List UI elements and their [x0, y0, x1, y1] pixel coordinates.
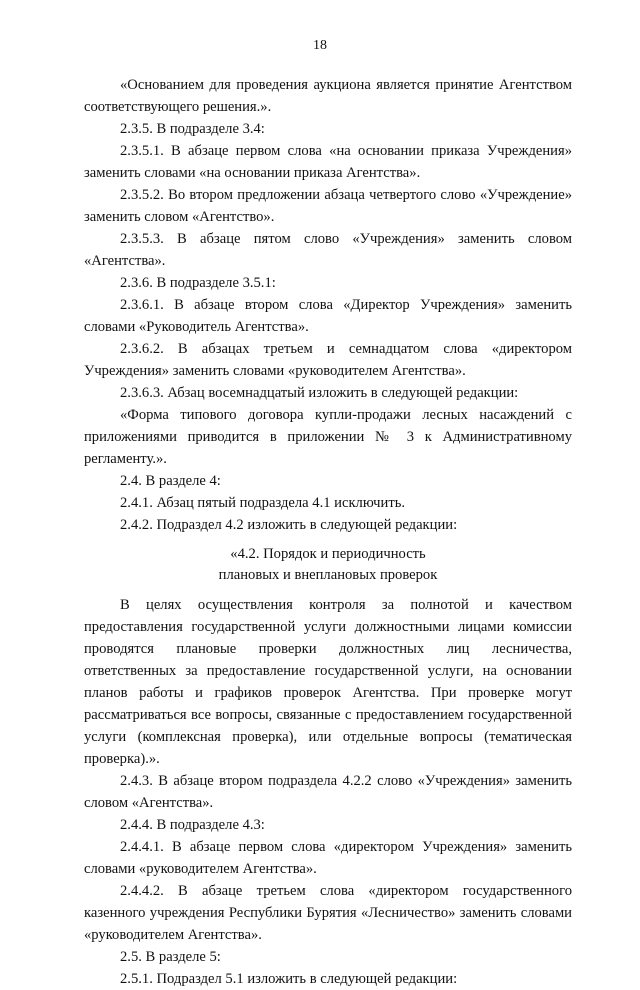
paragraph: «Форма типового договора купли-продажи лесных насаждений с приложениями приводится в приложении № 3 к Административному регламенту.».: [84, 407, 572, 467]
paragraph: 2.4. В разделе 4:: [120, 473, 221, 489]
paragraph: 2.4.3. В абзаце втором подраздела 4.2.2 слово «Учреждения» заменить словом «Агентства».: [84, 773, 572, 811]
paragraph: В целях осуществления контроля за полнотой и качеством предоставления государственной услуги должностными лицами комиссии проводятся плановые проверки должностных лиц лесничества, ответственных за предоставление государственной услуги, на основании планов работы и графиков проверок Агентства. При проверке могут рассматриваться все вопросы, связанные с предоставлением государственной услуги (комплексная проверка), или отдельные вопросы (тематическая проверка).».: [84, 597, 572, 767]
paragraph: 2.3.6. В подразделе 3.5.1:: [120, 275, 276, 291]
paragraph: 2.5. В разделе 5:: [120, 949, 221, 965]
paragraph: 2.3.5.3. В абзаце пятом слово «Учреждения» заменить словом «Агентства».: [84, 231, 572, 269]
document-body: [84, 74, 572, 990]
section-heading: [84, 544, 572, 586]
section-heading-line: плановых и внеплановых проверок: [218, 567, 438, 583]
paragraph: 2.3.5.1. В абзаце первом слова «на основании приказа Учреждения» заменить словами «на основании приказа Агентства».: [84, 143, 572, 181]
page-number: 18: [313, 38, 327, 53]
paragraph: 2.3.5. В подразделе 3.4:: [120, 121, 265, 137]
paragraph: 2.4.4. В подразделе 4.3:: [120, 817, 265, 833]
paragraph: 2.4.4.2. В абзаце третьем слова «директором государственного казенного учреждения Республики Бурятия «Лесничество» заменить словами «руководителем Агентства».: [84, 883, 572, 943]
paragraph: 2.3.6.2. В абзацах третьем и семнадцатом слова «директором Учреждения» заменить словами «руководителем Агентства».: [84, 341, 572, 379]
paragraph: 2.3.5.2. Во втором предложении абзаца четвертого слово «Учреждение» заменить словом «Агентство».: [84, 187, 572, 225]
paragraph: 2.5.1. Подраздел 5.1 изложить в следующей редакции:: [120, 971, 458, 987]
paragraph: 2.3.6.3. Абзац восемнадцатый изложить в следующей редакции:: [120, 385, 519, 401]
paragraph: 2.3.6.1. В абзаце втором слова «Директор Учреждения» заменить словами «Руководитель Агентства».: [84, 297, 572, 335]
paragraph: 2.4.2. Подраздел 4.2 изложить в следующей редакции:: [120, 517, 458, 533]
paragraph: «Основанием для проведения аукциона является принятие Агентством соответствующего решения.».: [84, 77, 572, 115]
paragraph: 2.4.1. Абзац пятый подраздела 4.1 исключить.: [120, 495, 405, 511]
paragraph: 2.4.4.1. В абзаце первом слова «директором Учреждения» заменить словами «руководителем Агентства».: [84, 839, 572, 877]
section-heading-line: «4.2. Порядок и периодичность: [230, 546, 426, 562]
